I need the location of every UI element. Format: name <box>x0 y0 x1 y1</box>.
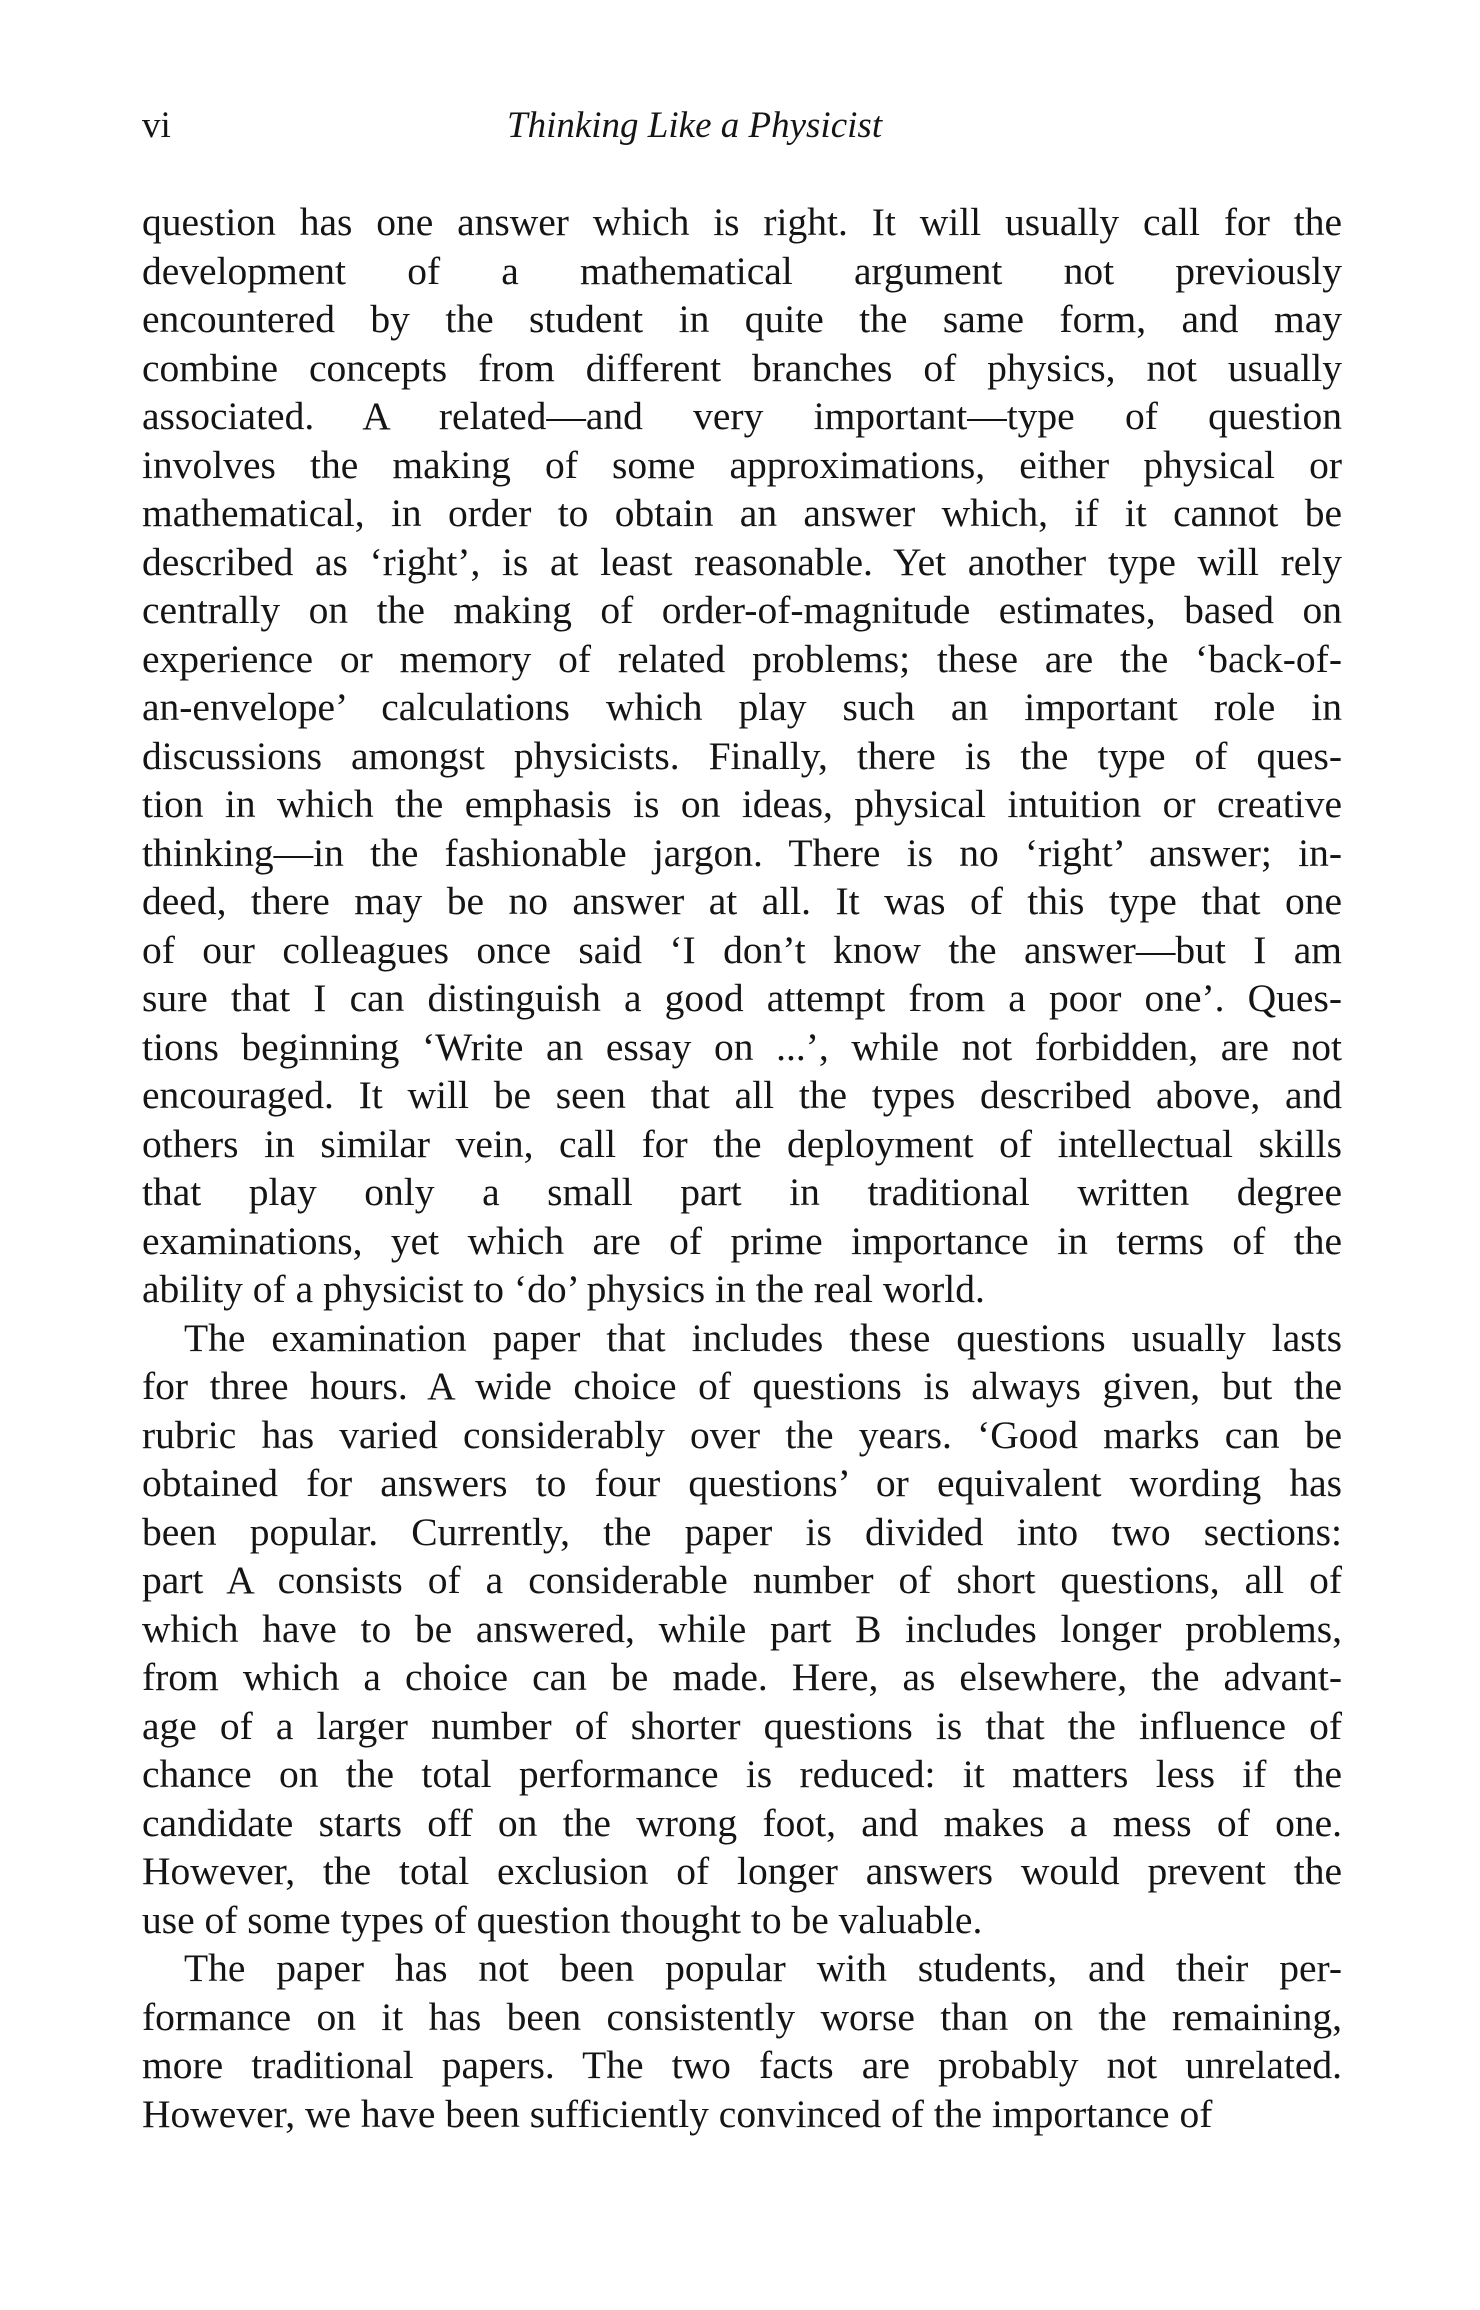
text-line: an-envelope’ calculations which play such an important role in <box>142 685 1342 729</box>
text-line: rubric has varied considerably over the years. ‘Good marks can be <box>142 1412 1342 1457</box>
text-line: The paper has not been popular with students, and their per- <box>184 1946 1342 1990</box>
paragraph <box>142 1314 1342 1945</box>
text-line: centrally on the making of order-of-magnitude estimates, based on <box>142 588 1342 632</box>
text-line: The examination paper that includes these questions usually lasts <box>184 1315 1342 1360</box>
text-line: formance on it has been consistently worse than on the remaining, <box>142 1994 1342 2039</box>
text-line: experience or memory of related problems; these are the ‘back-of- <box>142 636 1342 681</box>
text-line: which have to be answered, while part B includes longer problems, <box>142 1606 1342 1651</box>
text-line: others in similar vein, call for the deployment of intellectual skills <box>142 1121 1342 1166</box>
text-line: age of a larger number of shorter questions is that the influence of <box>142 1703 1342 1748</box>
text-line: development of a mathematical argument not previously <box>142 248 1342 293</box>
text-line: that play only a small part in traditional written degree <box>142 1170 1342 1214</box>
text-line: ability of a physicist to ‘do’ physics in the real world. <box>142 1267 985 1311</box>
paragraph <box>142 1944 1342 2138</box>
text-line: discussions amongst physicists. Finally, there is the type of ques- <box>142 733 1342 778</box>
text-line: candidate starts off on the wrong foot, and makes a mess of one. <box>142 1800 1342 1845</box>
body-text <box>142 198 1342 2258</box>
text-line: question has one answer which is right. It will usually call for the <box>142 200 1342 244</box>
text-line: encouraged. It will be seen that all the types described above, and <box>142 1073 1342 1117</box>
text-line: combine concepts from different branches of physics, not usually <box>142 345 1342 390</box>
text-line: part A consists of a considerable number of short questions, all of <box>142 1558 1342 1602</box>
text-line: tion in which the emphasis is on ideas, physical intuition or creative <box>142 782 1342 826</box>
text-line: encountered by the student in quite the same form, and may <box>142 297 1342 341</box>
running-head <box>142 96 1342 156</box>
text-line: chance on the total performance is reduced: it matters less if the <box>142 1752 1342 1796</box>
text-line: examinations, yet which are of prime importance in terms of the <box>142 1218 1342 1263</box>
text-line: described as ‘right’, is at least reasonable. Yet another type will rely <box>142 539 1342 584</box>
text-line: of our colleagues once said ‘I don’t know the answer—but I am <box>142 927 1342 972</box>
text-line: mathematical, in order to obtain an answer which, if it cannot be <box>142 491 1342 535</box>
page-number: vi <box>142 105 171 146</box>
text-line: tions beginning ‘Write an essay on ...’, while not forbidden, are not <box>142 1024 1342 1069</box>
text-line: However, the total exclusion of longer answers would prevent the <box>142 1849 1342 1893</box>
text-line: However, we have been sufficiently convinced of the importance of <box>142 2091 1213 2136</box>
text-line: obtained for answers to four questions’ or equivalent wording has <box>142 1461 1342 1505</box>
text-line: more traditional papers. The two facts are probably not unrelated. <box>142 2043 1342 2087</box>
text-line: deed, there may be no answer at all. It was of this type that one <box>142 879 1342 923</box>
text-line: sure that I can distinguish a good attempt from a poor one’. Ques- <box>142 976 1342 1020</box>
text-line: associated. A related—and very important—type of question <box>142 394 1342 438</box>
text-line: thinking—in the fashionable jargon. There is no ‘right’ answer; in- <box>142 830 1342 875</box>
text-line: from which a choice can be made. Here, as elsewhere, the advant- <box>142 1655 1342 1699</box>
text-line: been popular. Currently, the paper is divided into two sections: <box>142 1509 1342 1554</box>
paragraph <box>142 198 1342 1314</box>
text-line: for three hours. A wide choice of questions is always given, but the <box>142 1364 1342 1408</box>
text-line: use of some types of question thought to be valuable. <box>142 1897 983 1942</box>
text-line: involves the making of some approximations, either physical or <box>142 442 1342 487</box>
running-title: Thinking Like a Physicist <box>507 105 883 146</box>
